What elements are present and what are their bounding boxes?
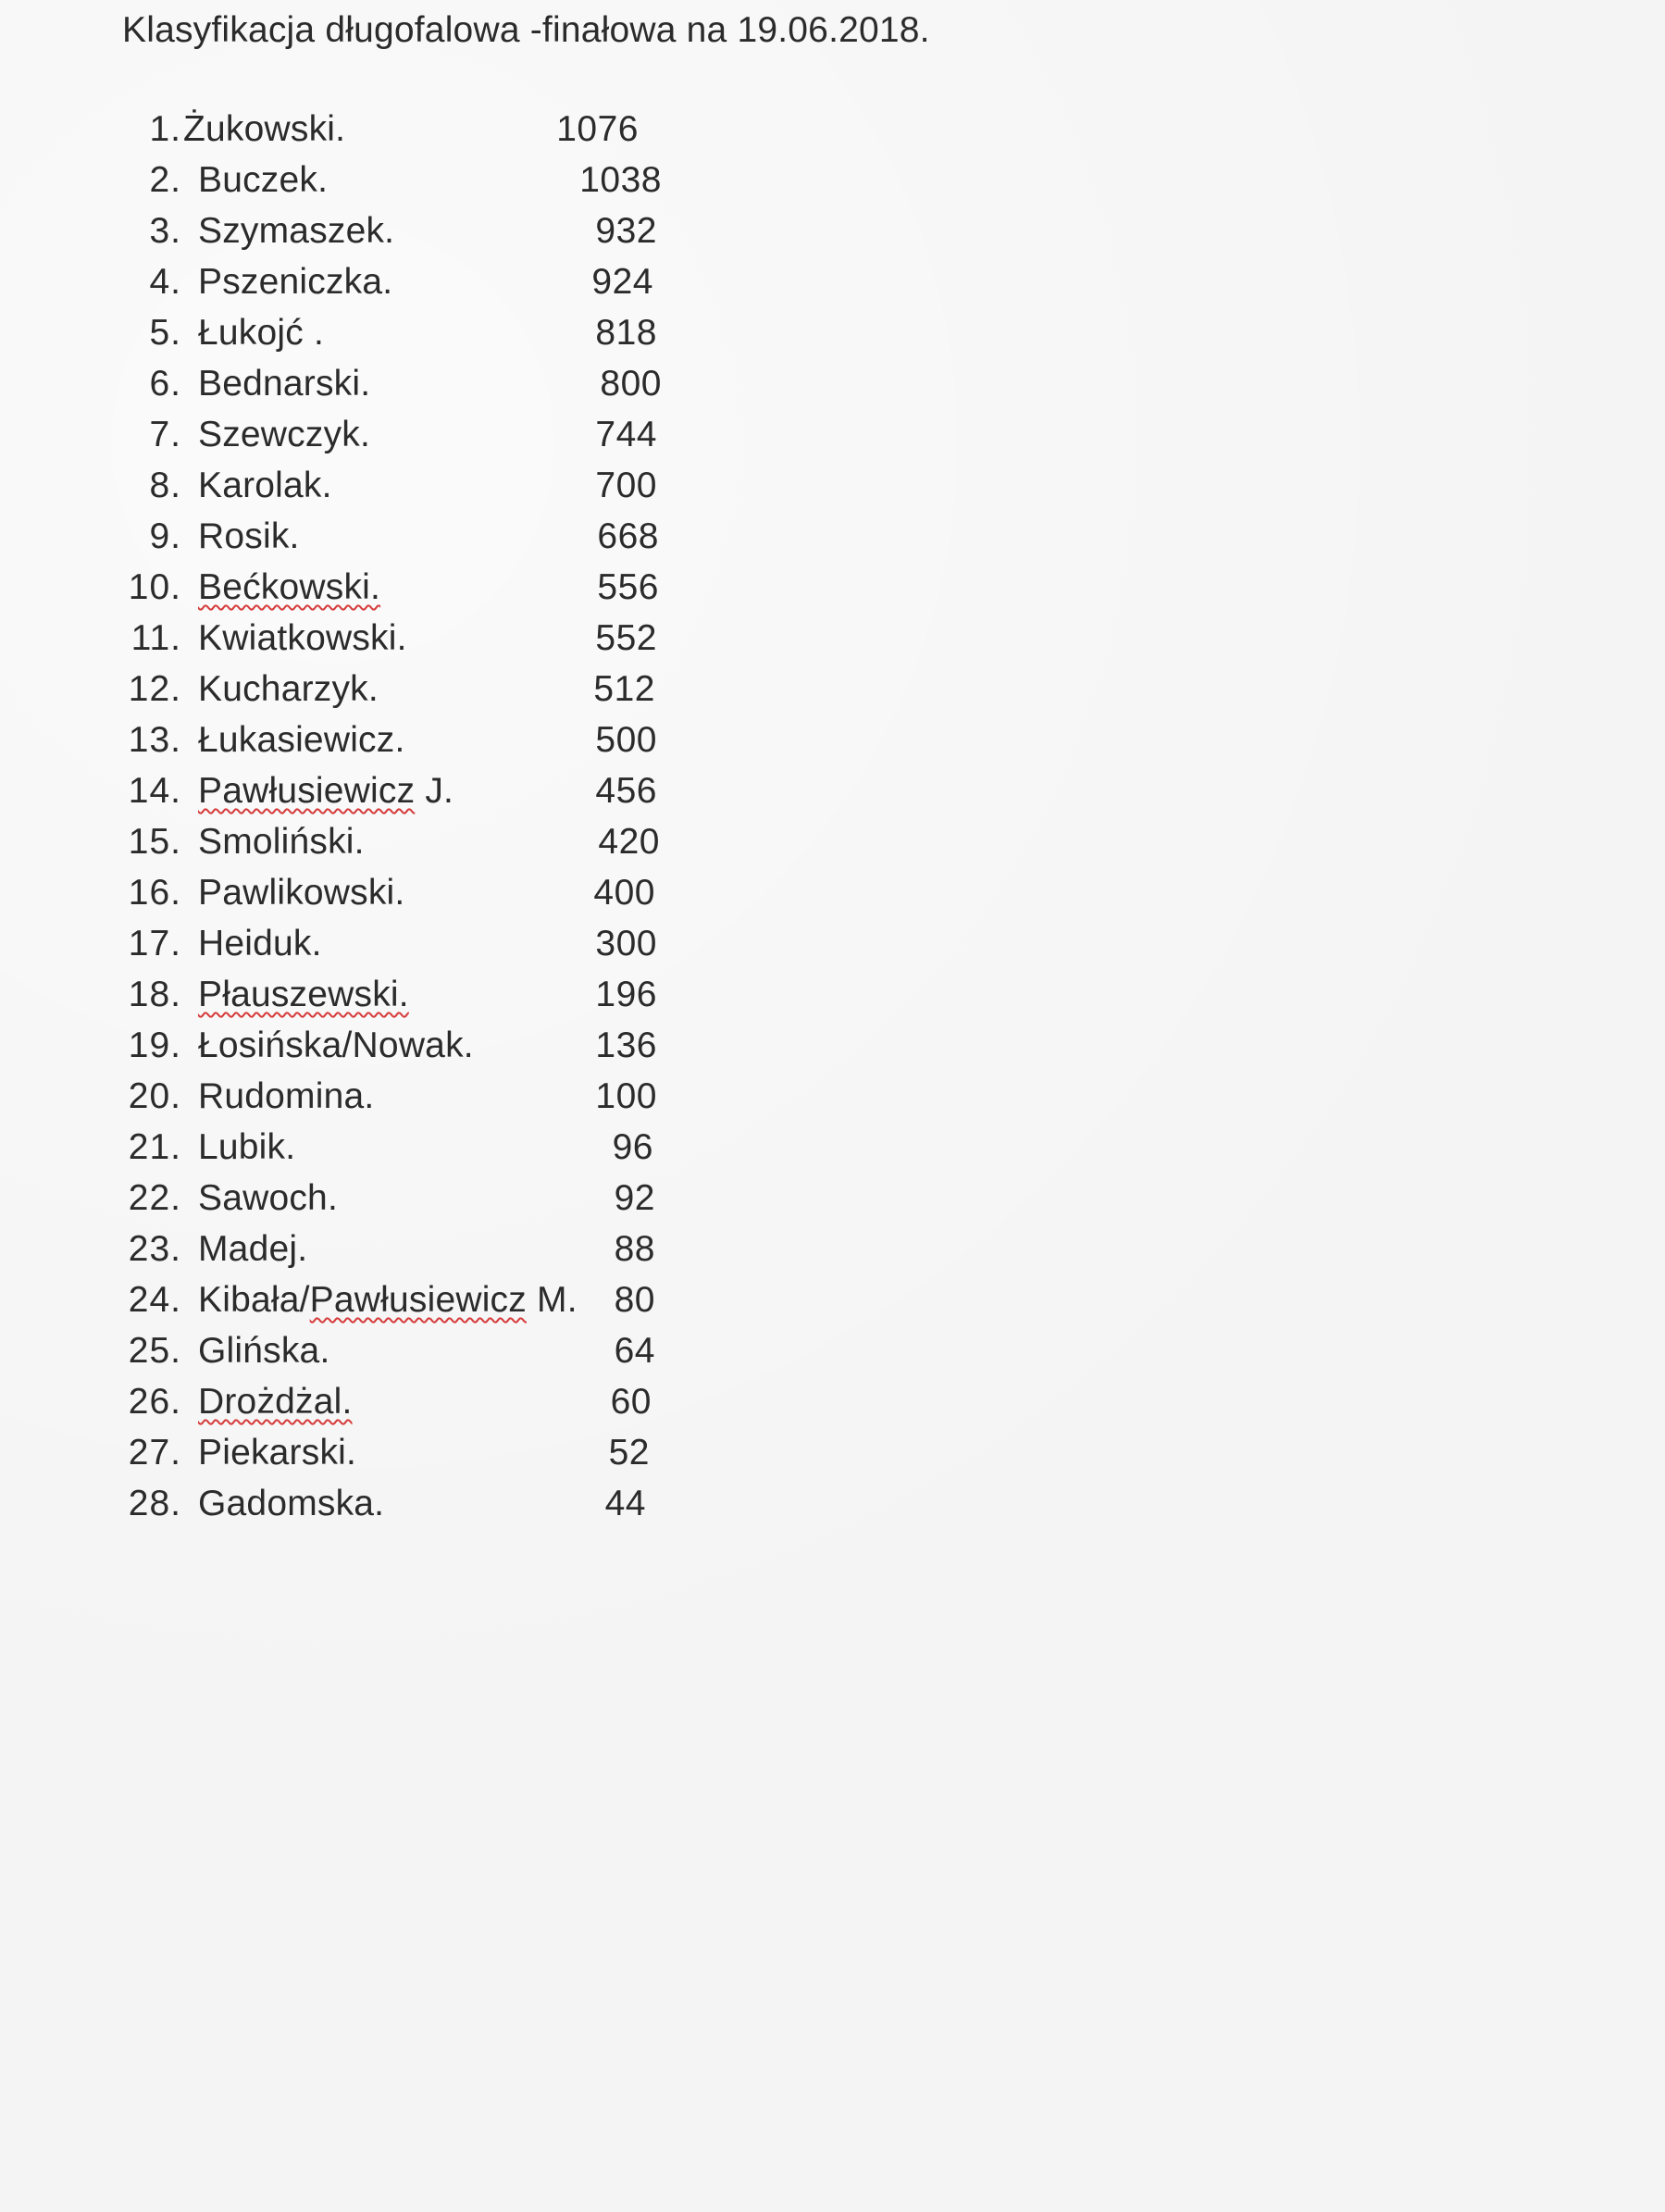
player-name: Lubik. <box>198 1127 296 1167</box>
rank: 11. <box>130 618 181 658</box>
player-name: Drożdżal. <box>198 1382 353 1422</box>
score: 136 <box>595 1025 657 1065</box>
rank: 21. <box>128 1127 181 1167</box>
score: 512 <box>593 669 655 709</box>
score: 932 <box>595 211 657 251</box>
rank: 22. <box>128 1178 181 1218</box>
rank: 12. <box>128 669 181 709</box>
score: 44 <box>604 1484 646 1523</box>
player-name-part: J. <box>415 771 454 811</box>
list-item <box>0 256 1665 307</box>
player-name-part: Pawłusiewicz <box>198 771 416 811</box>
player-name: Madej. <box>198 1229 308 1269</box>
rank: 20. <box>128 1076 181 1116</box>
player-name: Piekarski. <box>198 1433 357 1473</box>
player-name: Szymaszek. <box>198 211 395 251</box>
player-name: Łukasiewicz. <box>198 720 405 760</box>
list-item <box>0 1376 1665 1427</box>
score: 456 <box>595 771 657 811</box>
list-item <box>0 1325 1665 1376</box>
rank: 5. <box>149 313 181 353</box>
list-item <box>0 664 1665 715</box>
player-name: Smoliński. <box>198 822 365 862</box>
player-name: Kwiatkowski. <box>198 618 407 658</box>
list-item <box>0 155 1665 205</box>
score: 52 <box>608 1433 650 1473</box>
player-name: Szewczyk. <box>198 415 371 454</box>
score: 700 <box>595 466 657 505</box>
list-item <box>0 613 1665 664</box>
rank: 7. <box>149 415 181 454</box>
player-name: Rudomina. <box>198 1076 375 1116</box>
player-name: Gadomska. <box>198 1484 385 1523</box>
player-name: Glińska. <box>198 1331 330 1371</box>
rank: 13. <box>128 720 181 760</box>
player-name <box>198 765 454 816</box>
score: 400 <box>593 873 655 913</box>
rank: 18. <box>128 975 181 1014</box>
player-name: Rosik. <box>198 516 300 556</box>
rank: 17. <box>128 924 181 963</box>
rank: 14. <box>128 771 181 811</box>
list-item <box>0 562 1665 613</box>
ranking-list <box>0 104 1665 1547</box>
list-item <box>0 715 1665 765</box>
list-item <box>0 1427 1665 1478</box>
rank: 19. <box>128 1025 181 1065</box>
score: 800 <box>600 364 662 404</box>
score: 300 <box>595 924 657 963</box>
player-name: Bednarski. <box>198 364 371 404</box>
player-name-part: M. <box>526 1280 578 1320</box>
rank: 8. <box>149 466 181 505</box>
list-item <box>0 816 1665 867</box>
score: 556 <box>597 567 659 607</box>
player-name: Bećkowski. <box>198 567 381 607</box>
rank: 9. <box>149 516 181 556</box>
rank: 10. <box>128 567 181 607</box>
score: 196 <box>595 975 657 1014</box>
rank: 16. <box>128 873 181 913</box>
rank: 28. <box>128 1484 181 1523</box>
score: 924 <box>591 262 653 302</box>
player-name: Pszeniczka. <box>198 262 393 302</box>
list-item <box>0 205 1665 256</box>
score: 100 <box>595 1076 657 1116</box>
score: 60 <box>610 1382 652 1422</box>
rank: 27. <box>128 1433 181 1473</box>
rank: 1. <box>149 109 181 149</box>
rank: 3. <box>149 211 181 251</box>
score: 92 <box>614 1178 655 1218</box>
list-item <box>0 358 1665 409</box>
rank: 23. <box>128 1229 181 1269</box>
rank: 4. <box>149 262 181 302</box>
score: 744 <box>595 415 657 454</box>
player-name: Karolak. <box>198 466 332 505</box>
player-name: Heiduk. <box>198 924 322 963</box>
list-item <box>0 1274 1665 1325</box>
score: 500 <box>595 720 657 760</box>
rank: 24. <box>128 1280 181 1320</box>
rank: 2. <box>149 160 181 200</box>
score: 668 <box>597 516 659 556</box>
player-name-part: Pawłusiewicz <box>309 1280 527 1320</box>
list-item <box>0 511 1665 562</box>
list-item <box>0 460 1665 511</box>
player-name: Buczek. <box>198 160 329 200</box>
score: 818 <box>595 313 657 353</box>
list-item <box>0 918 1665 969</box>
score: 80 <box>614 1280 655 1320</box>
list-item <box>0 307 1665 358</box>
score: 64 <box>614 1331 655 1371</box>
player-name: Łukojć . <box>198 313 325 353</box>
score: 1076 <box>556 109 639 149</box>
player-name: Pawlikowski. <box>198 873 405 913</box>
rank: 25. <box>128 1331 181 1371</box>
list-item <box>0 1173 1665 1224</box>
list-item <box>0 104 1665 155</box>
list-item <box>0 1122 1665 1173</box>
list-item <box>0 1478 1665 1529</box>
list-item <box>0 409 1665 460</box>
list-item <box>0 969 1665 1020</box>
rank: 6. <box>149 364 181 404</box>
score: 1038 <box>579 160 662 200</box>
player-name: Płauszewski. <box>198 975 409 1014</box>
document-title: Klasyfikacja długofalowa -finałowa na 19.06.2018. <box>122 10 930 50</box>
rank: 15. <box>128 822 181 862</box>
player-name: Żukowski. <box>183 109 346 149</box>
score: 552 <box>595 618 657 658</box>
list-item <box>0 1020 1665 1071</box>
player-name-part: Kibała/ <box>198 1280 310 1320</box>
player-name: Kucharzyk. <box>198 669 379 709</box>
list-item <box>0 867 1665 918</box>
list-item <box>0 1224 1665 1274</box>
list-item <box>0 765 1665 816</box>
player-name: Łosińska/Nowak. <box>198 1025 474 1065</box>
rank: 26. <box>128 1382 181 1422</box>
score: 420 <box>598 822 660 862</box>
score: 96 <box>612 1127 653 1167</box>
list-item <box>0 1071 1665 1122</box>
score: 88 <box>614 1229 655 1269</box>
player-name: Sawoch. <box>198 1178 338 1218</box>
